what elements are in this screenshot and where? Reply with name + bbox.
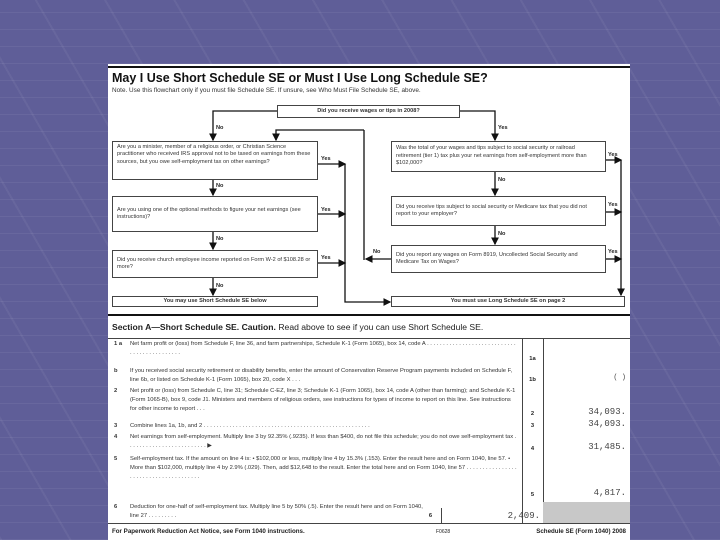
line-6-value[interactable]: 2,409. — [507, 511, 540, 521]
no-label: No — [498, 177, 506, 183]
flowchart-question-optional-methods: Are you using one of the optional methods to figure your net earnings (see instructions)? — [112, 196, 318, 232]
line-2-value[interactable]: 34,093. — [588, 407, 626, 417]
no-label: No — [216, 283, 224, 289]
line-6: 6 Deduction for one-half of self-employment tax. Multiply line 5 by 50% (.5). Enter the result here and on Form 1040, line 27 . . . . . . . . . — [114, 504, 423, 519]
line-1b: b If you received social security retirement or disability benefits, enter the amount of Conservation Reserve Program payments included on Schedule F, line 6b, or listed on Schedule K-1 (Form 1065), box 20, code X . . . — [114, 368, 513, 383]
flowchart-question-form-8919: Did you report any wages on Form 8919, Uncollected Social Security and Medicare Tax on Wages? — [391, 245, 606, 273]
line-box-5: 5 — [530, 492, 535, 498]
schedule-se-document — [108, 64, 630, 540]
flowchart-question-minister: Are you a minister, member of a religious order, or Christian Science practitioner who received IRS approval not to be taxed on earnings from these sources, but you owe self-employment tax on other earnings? — [112, 141, 318, 180]
no-label: No — [216, 125, 224, 131]
flowchart-note: Note. Use this flowchart only if you must file Schedule SE. If unsure, see Who Must File Schedule SE, above. — [112, 87, 421, 94]
flowchart-start-question: Did you receive wages or tips in 2008? — [277, 105, 460, 118]
yes-label: Yes — [608, 249, 618, 255]
no-label: No — [498, 231, 506, 237]
line-box-1b: 1b — [529, 377, 536, 383]
yes-label: Yes — [498, 125, 508, 131]
line-box-1a: 1a — [529, 356, 536, 362]
no-label: No — [216, 236, 224, 242]
footer-catalog: F0628 — [436, 529, 451, 535]
shaded-area — [543, 502, 630, 523]
footer-paperwork-notice: For Paperwork Reduction Act Notice, see Form 1040 instructions. — [112, 528, 305, 535]
flowchart-question-church-income: Did you receive church employee income reported on Form W-2 of $108.28 or more? — [112, 250, 318, 278]
line-3: 3 Combine lines 1a, 1b, and 2 . . . . . . . . . . . . . . . . . . . . . . . . . . . . . . . . . . . . . . . . . . . . . . . . . . . . — [114, 423, 370, 429]
section-a-title: Section A—Short Schedule SE. Caution. — [112, 322, 276, 332]
line-2: 2 Net profit or (loss) from Schedule C, line 31; Schedule C-EZ, line 3; Schedule K-1 (Form 1065), box 14, code A (other than farming); and Schedule K-1 (Form 1065-B), box 9, code J1. Ministers and members of religious orders, see instructions for types of income to report on this line. See instructions for other income to report . . . — [114, 388, 516, 412]
flowchart-question-wages-total: Was the total of your wages and tips subject to social security or railroad retirement (tier 1) tax plus your net earnings from self-employment more than $102,000? — [391, 141, 606, 172]
footer-form-name: Schedule SE (Form 1040) 2008 — [536, 528, 626, 535]
no-label: No — [373, 249, 381, 255]
yes-label: Yes — [608, 152, 618, 158]
flowchart-question-unreported-tips: Did you receive tips subject to social security or Medicare tax that you did not report to your employer? — [391, 196, 606, 226]
page-title: May I Use Short Schedule SE or Must I Use Long Schedule SE? — [112, 71, 488, 85]
line-1b-value[interactable]: ( ) — [613, 374, 626, 382]
line-4: 4 Net earnings from self-employment. Multiply line 3 by 92.35% (.9235). If less than $400, do not file this schedule; you do not owe self-employment tax . . . . . . . . . . . . . . . . . . . . . . . . . ▶ — [114, 434, 517, 449]
line-3-value[interactable]: 34,093. — [588, 419, 626, 429]
yes-label: Yes — [321, 156, 331, 162]
line-4-value[interactable]: 31,485. — [588, 442, 626, 452]
short-schedule-result: You may use Short Schedule SE below — [112, 296, 318, 307]
yes-label: Yes — [608, 202, 618, 208]
line-5: 5 Self-employment tax. If the amount on line 4 is: • $102,000 or less, multiply line 4 by 15.3% (.153). Enter the result here and on Form 1040, line 57. • More than $102,000, multiply line 4 by 2.9% (.029). Then, add $12,648 to the result. Enter the total here and on Form 1040, line 57 . . . . . . . . . . . . . . . . . . . . . . . . . . . . . . . . . . . . . . — [114, 456, 517, 480]
long-schedule-result: You must use Long Schedule SE on page 2 — [391, 296, 625, 307]
line-box-2: 2 — [530, 411, 535, 417]
line-box-4: 4 — [530, 446, 535, 452]
line-box-6: 6 — [428, 513, 433, 519]
section-rule — [108, 314, 630, 316]
no-label: No — [216, 183, 224, 189]
section-a-heading — [112, 322, 483, 332]
yes-label: Yes — [321, 255, 331, 261]
yes-label: Yes — [321, 207, 331, 213]
line-5-value[interactable]: 4,817. — [593, 488, 626, 498]
line-box-3: 3 — [530, 423, 535, 429]
section-a-caution: Read above to see if you can use Short Schedule SE. — [278, 322, 484, 332]
line-1a: 1 a Net farm profit or (loss) from Schedule F, line 36, and farm partnerships, Schedule K-1 (Form 1065), box 14, code A . . . . . . . . . . . . . . . . . . . . . . . . . . . . . . . . . . . . . . . . . . . . — [114, 341, 516, 356]
